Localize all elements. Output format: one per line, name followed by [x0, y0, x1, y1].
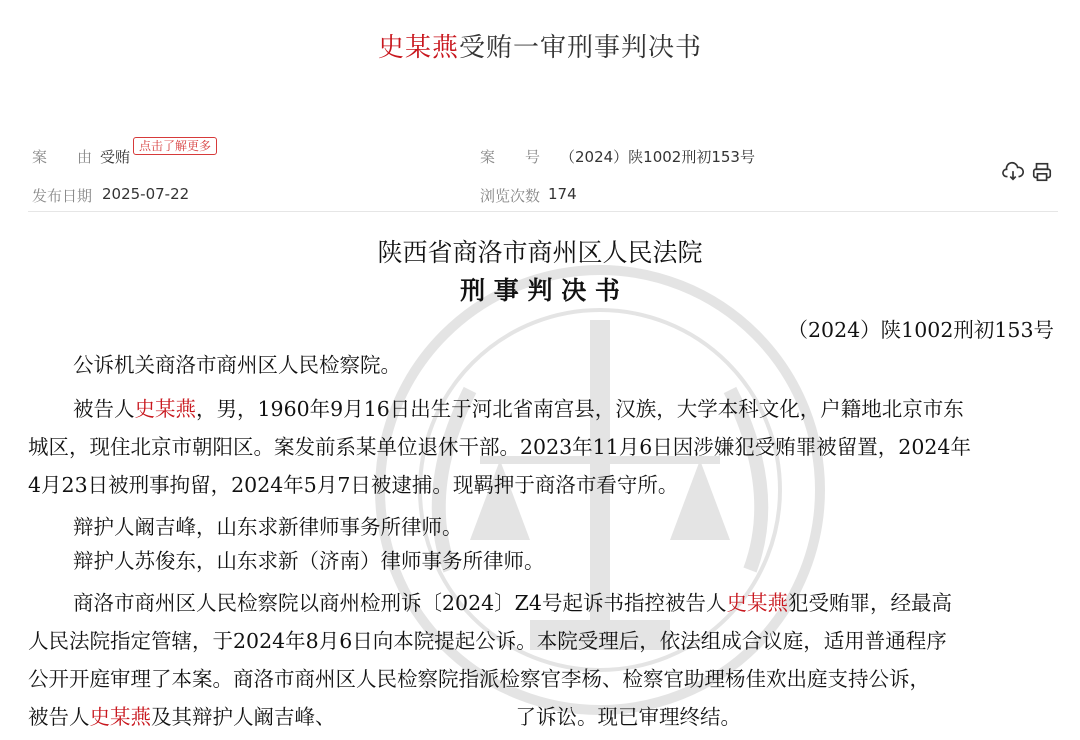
paragraph-prosecutor: 公诉机关商洛市商州区人民检察院。	[73, 353, 401, 377]
views-value: 174	[548, 185, 577, 203]
case-cause-value: 受贿	[100, 148, 131, 166]
publish-date-label: 发布日期	[32, 187, 93, 205]
paragraph-procedure-line4: 被告人史某燕及其辩护人阚吉峰、 了诉讼。现已审理终结。	[28, 705, 741, 729]
cloud-download-icon[interactable]	[1002, 161, 1024, 183]
paragraph-procedure-line3: 公开开庭审理了本案。商洛市商州区人民检察院指派检察官李杨、检察官助理杨佳欢出庭支持公诉，	[28, 667, 930, 691]
case-no-value: （2024）陕1002刑初153号	[560, 148, 755, 166]
paragraph-procedure-line1: 商洛市商州区人民检察院以商州检刑诉〔2024〕Z4号起诉书指控被告人史某燕犯受贿罪，经最高	[73, 591, 952, 615]
page-title: 史某燕受贿一审刑事判决书	[377, 33, 703, 63]
paragraph-defendant-line2: 城区，现住北京市朝阳区。案发前系某单位退休干部。2023年11月6日因涉嫌犯受贿罪被留置，2024年	[28, 435, 971, 459]
header-divider	[28, 211, 1058, 212]
publish-date-value: 2025-07-22	[102, 185, 190, 203]
paragraph-procedure-line2: 人民法院指定管辖，于2024年8月6日向本院提起公诉。本院受理后，依法组成合议庭，适用普通程序	[28, 629, 947, 653]
paragraph-defendant-line1: 被告人史某燕，男，1960年9月16日出生于河北省南宫县，汉族，大学本科文化，户籍地北京市东	[73, 397, 964, 421]
document-type: 刑 事 判 决 书	[460, 276, 620, 305]
views-label: 浏览次数	[480, 187, 541, 205]
printer-icon[interactable]	[1031, 161, 1053, 183]
paragraph-defendant-line3: 4月23日被刑事拘留，2024年5月7日被逮捕。现羁押于商洛市看守所。	[28, 473, 679, 497]
court-name: 陕西省商洛市商州区人民法院	[377, 238, 703, 267]
paragraph-defender-1: 辩护人阚吉峰，山东求新律师事务所律师。	[73, 515, 463, 539]
document-case-number: （2024）陕1002刑初153号	[787, 318, 1054, 342]
learn-more-badge[interactable]: 点击了解更多	[133, 137, 217, 155]
paragraph-defender-2: 辩护人苏俊东，山东求新（济南）律师事务所律师。	[73, 549, 545, 573]
case-no-label: 案 号	[480, 148, 541, 166]
case-cause-label: 案 由	[32, 148, 93, 166]
